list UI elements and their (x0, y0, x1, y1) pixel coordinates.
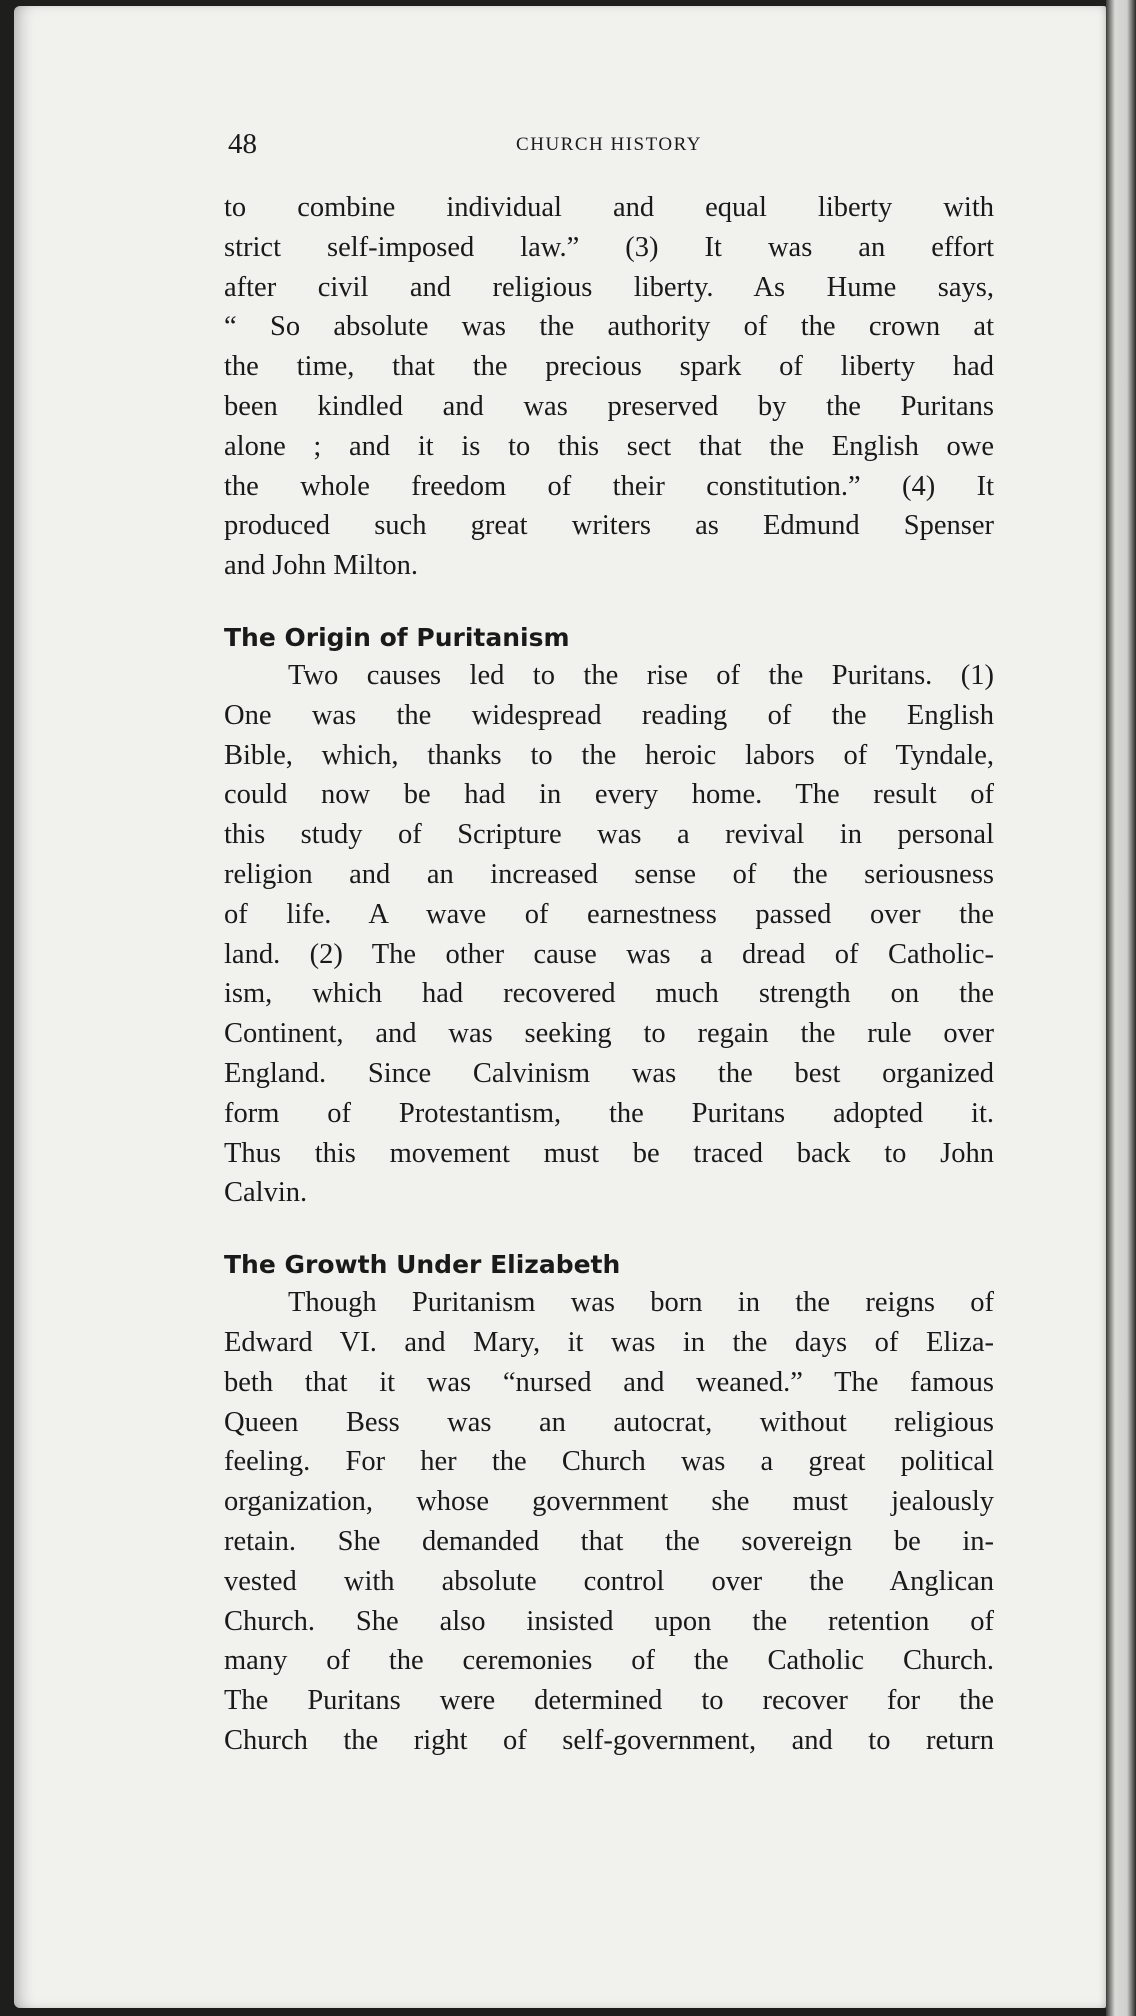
page-number: 48 (228, 128, 257, 160)
text-line: Church the right of self-government, and to return (224, 1724, 994, 1756)
text-line: this study of Scripture was a revival in personal (224, 819, 994, 851)
text-line: vested with absolute control over the Anglican (224, 1565, 994, 1597)
text-line: alone ; and it is to this sect that the English owe (224, 430, 994, 462)
text-line: strict self-imposed law.” (3) It was an effort (224, 231, 994, 263)
text-line: the time, that the precious spark of liberty had (224, 351, 994, 383)
text-line: feeling. For her the Church was a great political (224, 1446, 994, 1478)
text-line: Edward VI. and Mary, it was in the days of Eliza- (224, 1326, 994, 1358)
text-line: Church. She also insisted upon the retention of (224, 1605, 994, 1637)
text-line: form of Protestantism, the Puritans adopted it. (224, 1097, 994, 1129)
text-line: “ So absolute was the authority of the crown at (224, 311, 994, 343)
text-line: to combine individual and equal liberty with (224, 192, 994, 223)
paragraph-origin (224, 656, 994, 1213)
text-line: been kindled and was preserved by the Puritans (224, 390, 994, 422)
text-line: One was the widespread reading of the English (224, 699, 994, 731)
text-line: organization, whose government she must jealously (224, 1486, 994, 1518)
text-line: Continent, and was seeking to regain the rule over (224, 1018, 994, 1050)
text-line: many of the ceremonies of the Catholic Church. (224, 1645, 994, 1677)
text-line: England. Since Calvinism was the best organized (224, 1057, 994, 1089)
text-line: after civil and religious liberty. As Hume says, (224, 271, 994, 303)
running-head (224, 128, 994, 168)
text-line: and John Milton. (224, 550, 418, 582)
text-line: Bible, which, thanks to the heroic labors of Tyndale, (224, 739, 994, 771)
text-line: the whole freedom of their constitution.” (4) It (224, 470, 994, 502)
text-line: Calvin. (224, 1177, 308, 1209)
text-line: beth that it was “nursed and weaned.” The famous (224, 1366, 994, 1398)
page-edge (1106, 0, 1136, 2016)
running-title: CHURCH HISTORY (516, 134, 702, 155)
text-line: could now be had in every home. The result of (224, 779, 994, 811)
page-content (224, 128, 994, 1761)
section-heading-growth: The Growth Under Elizabeth (224, 1250, 621, 1280)
text-line: religion and an increased sense of the seriousness (224, 858, 994, 890)
paragraph-continuation (224, 188, 994, 586)
text-line: Though Puritanism was born in the reigns of (288, 1287, 994, 1319)
section-heading-origin: The Origin of Puritanism (224, 622, 570, 652)
text-line: Queen Bess was an autocrat, without religious (224, 1406, 994, 1438)
text-line: of life. A wave of earnestness passed over the (224, 898, 994, 930)
text-line: produced such great writers as Edmund Spenser (224, 510, 994, 542)
text-line: land. (2) The other cause was a dread of Catholic- (224, 938, 994, 970)
text-line: retain. She demanded that the sovereign be in- (224, 1525, 994, 1557)
text-line: Two causes led to the rise of the Puritans. (1) (288, 659, 994, 691)
paragraph-growth (224, 1283, 994, 1761)
text-line: ism, which had recovered much strength on the (224, 978, 994, 1010)
text-line: Thus this movement must be traced back to John (224, 1137, 994, 1169)
text-line: The Puritans were determined to recover for the (224, 1685, 994, 1717)
